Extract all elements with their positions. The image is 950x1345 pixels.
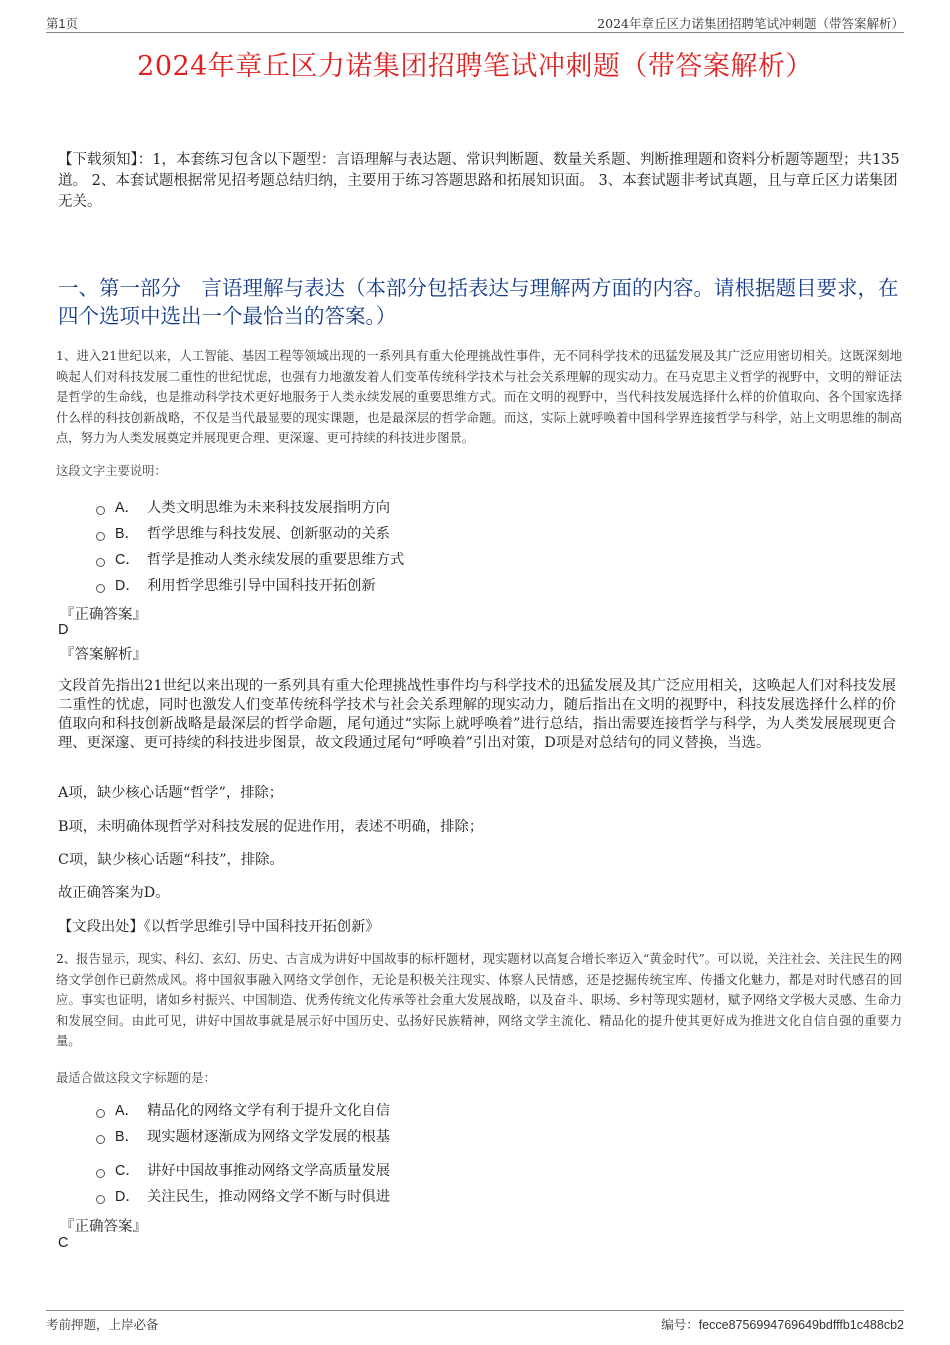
question-1-prompt: 这段文字主要说明： [56, 464, 167, 478]
answer-label: 『正确答案』 [60, 1219, 147, 1235]
page-title: 2024年章丘区力诺集团招聘笔试冲刺题（带答案解析） [137, 51, 813, 82]
page-number: 第1页 [46, 17, 78, 31]
radio-icon[interactable] [96, 1135, 105, 1144]
option-c[interactable]: C． 哲学是推动人类永续发展的重要思维方式 [96, 548, 404, 570]
radio-icon[interactable] [96, 558, 105, 567]
answer-value: D [58, 622, 69, 638]
radio-icon[interactable] [96, 1195, 105, 1204]
page-header [46, 14, 904, 33]
radio-icon[interactable] [96, 1169, 105, 1178]
radio-icon[interactable] [96, 1109, 105, 1118]
answer-label: 『正确答案』 [60, 607, 147, 623]
question-2-text: 2、报告显示，现实、科幻、玄幻、历史、古言成为讲好中国故事的标杆题材，现实题材以高复合增长率迈入“黄金时代”。可以说，关注社会、关注民生的网络文学创作已蔚然成风。将中国叙事融入网络文学创作，无论是积极关注现实、体察人民情感，还是挖掘传统宝库、传播文化魅力，都是对时代感召的回应。事实也证明，诸如乡村振兴、中国制造、优秀传统文化传承等社会重大发展战略，以及奋斗、职场、乡村等现实题材，赋予网络文学极大灵感、生命力和发展空间。由此可见，讲好中国故事就是展示好中国历史、弘扬好民族精神，网络文学主流化、精品化的提升使其更好成为推进文化自信自强的重要力量。 [56, 952, 902, 1048]
analysis-line-b: B项，未明确体现哲学对科技发展的促进作用，表述不明确，排除； [58, 819, 484, 835]
analysis-source: 【文段出处】《以哲学思维引导中国科技开拓创新》 [58, 919, 380, 935]
option-c[interactable]: C． 讲好中国故事推动网络文学高质量发展 [96, 1159, 390, 1181]
answer-value: C [58, 1235, 69, 1251]
option-a[interactable]: A． 精品化的网络文学有利于提升文化自信 [96, 1099, 390, 1121]
analysis-line-c: C项，缺少核心话题“科技”，排除。 [58, 852, 284, 868]
radio-icon[interactable] [96, 506, 105, 515]
question-1-text: 1、进入21世纪以来，人工智能、基因工程等领域出现的一系列具有重大伦理挑战性事件，无不同科学技术的迅猛发展及其广泛应用密切相关。这既深刻地唤起人们对科技发展二重性的世纪忧虑，也强有力地激发着人们变革传统科学技术与社会关系理解的现实动力。在马克思主义哲学的视野中，文明的辩证法是哲学的生命线，也是推动科学技术更好地服务于人类永续发展的重要思维方式。而在文明的视野中，当代科技发展选择什么样的价值取向、各个国家选择什么样的科技创新战略，不仅是当代最显要的现实课题，也是最深层的哲学命题。而这，实际上就呼唤着中国科学界连接哲学与科学，站上文明思维的制高点，努力为人类发展奠定并展现更合理、更深邃、更可持续的科技进步图景。 [56, 349, 902, 445]
header-doc-title: 2024年章丘区力诺集团招聘笔试冲刺题（带答案解析） [597, 16, 904, 31]
section-title: 一、第一部分 言语理解与表达（本部分包括表达与理解两方面的内容。请根据题目要求，在四个选项中选出一个最恰当的答案。） [58, 276, 899, 328]
option-a[interactable]: A． 人类文明思维为未来科技发展指明方向 [96, 496, 390, 518]
download-notice: 【下载须知】：1，本套练习包含以下题型：言语理解与表达题、常识判断题、数量关系题、判断推理题和资料分析题等题型；共135道。 2、本套试题根据常见招考题总结归纳，主要用于练习答题思路和拓展知识面。 3、本套试题非考试真题，且与章丘区力诺集团无关。 [58, 152, 900, 210]
option-d[interactable]: D． 关注民生，推动网络文学不断与时俱进 [96, 1185, 390, 1207]
question-2-prompt: 最适合做这段文字标题的是： [56, 1071, 216, 1085]
page-footer [46, 1310, 904, 1332]
radio-icon[interactable] [96, 584, 105, 593]
option-b[interactable]: B． 哲学思维与科技发展、创新驱动的关系 [96, 522, 390, 544]
analysis-line-a: A项，缺少核心话题“哲学”，排除； [58, 785, 284, 801]
analysis-conclusion: 故正确答案为D。 [58, 885, 170, 901]
footer-code: 编号：fecce8756994769649bdfffb1c488cb2 [661, 1317, 904, 1332]
footer-slogan: 考前押题，上岸必备 [46, 1317, 159, 1332]
option-b[interactable]: B． 现实题材逐渐成为网络文学发展的根基 [96, 1125, 390, 1147]
option-d[interactable]: D． 利用哲学思维引导中国科技开拓创新 [96, 574, 376, 596]
analysis-text: 文段首先指出21世纪以来出现的一系列具有重大伦理挑战性事件均与科学技术的迅猛发展及其广泛应用相关，这唤起人们对科技发展二重性的忧虑，同时也激发人们变革传统科学技术与社会关系理解的现实动力，随后指出在文明的视野中，科技发展选择什么样的价值取向和科技创新战略是最深层的哲学命题，尾句通过“实际上就呼唤着”进行总结，指出需要连接哲学与科学，为人类发展展现更合理、更深邃、更可持续的科技进步图景，故文段通过尾句“呼唤着”引出对策，D项是对总结句的同义替换，当选。 [58, 678, 896, 751]
analysis-label: 『答案解析』 [60, 647, 147, 663]
radio-icon[interactable] [96, 532, 105, 541]
